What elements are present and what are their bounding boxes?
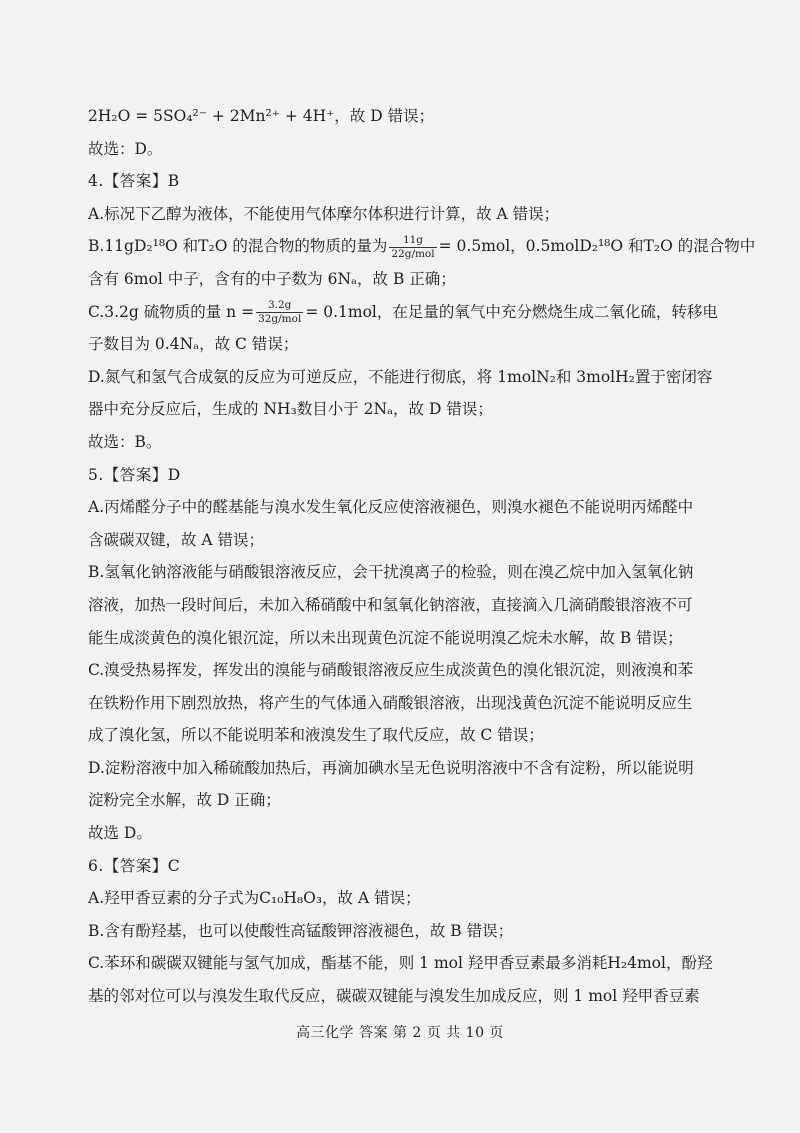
answer-content <box>88 100 756 1013</box>
q4-c-fraction-denominator: 32g/mol <box>258 313 302 326</box>
q4-c-text-pre: C.3.2g 硫物质的量 n = <box>88 302 255 321</box>
q4-b-fraction-denominator: 22g/mol <box>391 247 435 260</box>
q4-option-b-line1 <box>88 230 756 263</box>
line-select-d: 故选：D。 <box>88 139 163 158</box>
q5-select-d: 故选 D。 <box>88 824 152 843</box>
q5-option-a-line1: A.丙烯醛分子中的醛基能与溴水发生氧化反应使溶液褪色，则溴水褪色不能说明丙烯醛中 <box>88 498 694 517</box>
q4-b-fraction <box>389 234 436 261</box>
q5-option-c-line2: 在铁粉作用下剧烈放热，将产生的气体通入硝酸银溶液，出现浅黄色沉淀不能说明反应生 <box>88 693 693 712</box>
q4-option-c-line2: 子数目为 0.4Nₐ，故 C 错误； <box>88 335 299 354</box>
q5-answer-header: 5.【答案】D <box>88 465 181 484</box>
line-reaction-end: 2H₂O = 5SO₄²⁻ + 2Mn²⁺ + 4H⁺，故 D 错误； <box>88 107 435 125</box>
q4-c-fraction <box>256 299 303 326</box>
q4-b-text-post: = 0.5mol，0.5molD₂¹⁸O 和T₂O 的混合物中 <box>438 237 756 256</box>
q6-option-c-line2: 基的邻对位可以与溴发生取代反应，碳碳双键能与溴发生加成反应，则 1 mol 羟甲香豆素 <box>88 987 700 1006</box>
q4-option-a: A.标况下乙醇为液体，不能使用气体摩尔体积进行计算，故 A 错误； <box>88 204 560 223</box>
q4-option-d-line2: 器中充分反应后，生成的 NH₃数目小于 2Nₐ，故 D 错误； <box>88 400 493 419</box>
q6-option-a: A.羟甲香豆素的分子式为C₁₀H₈O₃，故 A 错误； <box>88 889 421 908</box>
q5-option-b-line3: 能生成淡黄色的溴化银沉淀，所以未出现黄色沉淀不能说明溴乙烷未水解，故 B 错误； <box>88 628 683 647</box>
q5-option-c-line1: C.溴受热易挥发，挥发出的溴能与硝酸银溶液反应生成淡黄色的溴化银沉淀，则液溴和苯 <box>88 661 694 680</box>
q5-option-d-line2: 淀粉完全水解，故 D 正确； <box>88 791 281 810</box>
page-footer: 高三化学 答案 第 2 页 共 10 页 <box>296 1025 504 1041</box>
q4-c-fraction-numerator: 3.2g <box>256 299 303 313</box>
q6-option-c-line1: C.苯环和碳碳双键能与氢气加成，酯基不能，则 1 mol 羟甲香豆素最多消耗H₂4mol，酚羟 <box>88 954 713 973</box>
q4-b-text-pre: B.11gD₂¹⁸O 和T₂O 的混合物的物质的量为 <box>88 237 388 256</box>
q5-option-b-line2: 溶液，加热一段时间后，未加入稀硝酸中和氢氧化钠溶液，直接滴入几滴硝酸银溶液不可 <box>88 595 693 614</box>
q4-b-fraction-numerator: 11g <box>389 234 436 248</box>
q4-option-d-line1: D.氮气和氢气合成氨的反应为可逆反应，不能进行彻底，将 1molN₂和 3molH₂置于密闭容 <box>88 367 713 386</box>
q6-option-b: B.含有酚羟基，也可以使酸性高锰酸钾溶液褪色，故 B 错误； <box>88 921 514 940</box>
q5-option-b-line1: B.氢氧化钠溶液能与硝酸银溶液反应，会干扰溴离子的检验，则在溴乙烷中加入氢氧化钠 <box>88 563 694 582</box>
q4-c-text-post: = 0.1mol，在足量的氧气中充分燃烧生成二氧化硫，转移电 <box>305 302 718 321</box>
q4-option-b-line2: 含有 6mol 中子，含有的中子数为 6Nₐ，故 B 正确； <box>88 269 456 288</box>
q4-answer-header: 4.【答案】B <box>88 172 180 191</box>
q5-option-d-line1: D.淀粉溶液中加入稀硫酸加热后，再滴加碘水呈无色说明溶液中不含有淀粉，所以能说明 <box>88 758 694 777</box>
q4-select-b: 故选：B。 <box>88 432 162 451</box>
q6-answer-header: 6.【答案】C <box>88 856 181 875</box>
q5-option-a-line2: 含碳碳双键，故 A 错误； <box>88 530 265 549</box>
q5-option-c-line3: 成了溴化氢，所以不能说明苯和液溴发生了取代反应，故 C 错误； <box>88 726 544 745</box>
q4-option-c-line1 <box>88 296 728 329</box>
